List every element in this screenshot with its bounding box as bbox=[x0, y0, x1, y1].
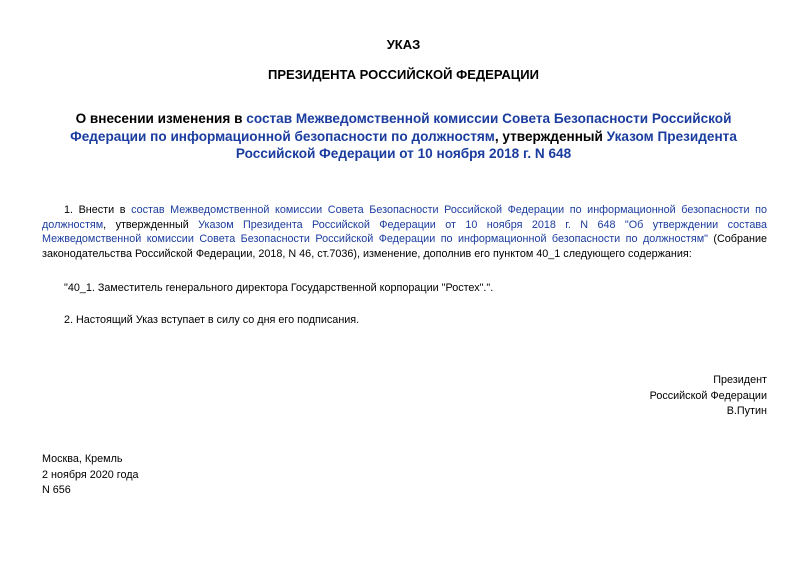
signature-block bbox=[650, 373, 767, 420]
title-prefix: О внесении изменения в bbox=[75, 111, 247, 126]
document-type-heading: УКАЗ bbox=[386, 37, 421, 52]
p1-middle: , утвержденный bbox=[103, 218, 199, 231]
title-link-decree-648[interactable]: Указом Президента Российской Федерации от 10 ноября 2018 г. N 648 bbox=[235, 128, 737, 161]
place-city: Москва, Кремль bbox=[42, 453, 123, 465]
place-date: 2 ноября 2020 года bbox=[42, 468, 139, 481]
p1-link-decree-648[interactable]: Указом Президента Российской Федерации от 10 ноября 2018 г. N 648 "Об утверждении состава Межведомственной комиссии Совета Безопасности Российской Федерации по информационной безопасности по должностям" bbox=[42, 218, 767, 246]
document-title bbox=[40, 110, 767, 163]
p1-prefix: 1. Внести в bbox=[64, 204, 132, 216]
place-date-block bbox=[42, 452, 139, 499]
title-middle: , утвержденный bbox=[494, 128, 607, 144]
paragraph-2: 2. Настоящий Указ вступает в силу со дня его подписания. bbox=[64, 314, 360, 326]
signature-country: Российской Федерации bbox=[649, 389, 767, 402]
p1-suffix: (Собрание законодательства Российской Федерации, 2018, N 46, ст.7036), изменение, дополнив его пунктом 40_1 следующего содержания: bbox=[42, 233, 767, 260]
paragraph-1 bbox=[42, 203, 767, 261]
title-link-commission-composition[interactable]: состав Межведомственной комиссии Совета Безопасности Российской Федерации по информационной безопасности по должностям bbox=[70, 111, 732, 144]
document-number: N 656 bbox=[42, 484, 71, 496]
paragraph-amendment-text: "40_1. Заместитель генерального директора Государственной корпорации "Ростех".". bbox=[64, 282, 494, 294]
signature-name: В.Путин bbox=[726, 405, 767, 417]
p1-link-commission-composition[interactable]: состав Межведомственной комиссии Совета Безопасности Российской Федерации по информационной безопасности по должностям bbox=[42, 204, 767, 231]
signature-position: Президент bbox=[713, 374, 767, 386]
issuer-heading: ПРЕЗИДЕНТА РОССИЙСКОЙ ФЕДЕРАЦИИ bbox=[268, 67, 539, 82]
